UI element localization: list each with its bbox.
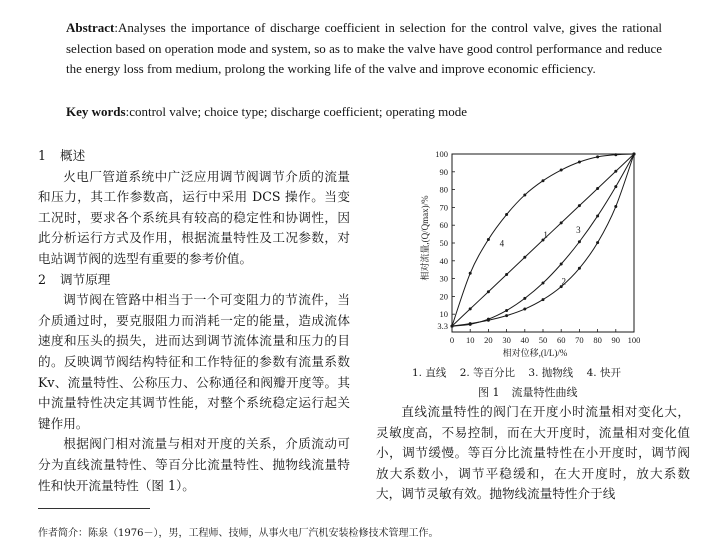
series-point-3 [505, 309, 508, 312]
series-point-3 [560, 263, 563, 266]
series-point-2 [542, 298, 545, 301]
series-point-4 [542, 179, 545, 182]
series-point-4 [451, 325, 454, 328]
series-point-1 [487, 290, 490, 293]
series-point-3 [487, 318, 490, 321]
keywords-text: control valve; choice type; discharge coefficient; operating mode [129, 104, 467, 119]
x-tick-label: 40 [520, 335, 530, 345]
x-tick-label: 0 [449, 335, 455, 345]
keywords-label: Key words [66, 104, 126, 119]
chart-series [451, 153, 636, 328]
series-label-3: 3 [576, 224, 581, 235]
abstract-block: Abstract:Analyses the importance of discharge coefficient in selection for the control valve, gives the rational selection based on operation mode and system, so as to make the valve have good control performance and reduce the energy loss from medium, prolong the working life of the valve and improve economic efficiency. [66, 20, 662, 76]
left-column [38, 146, 350, 496]
chart-ticks [435, 149, 640, 345]
series-point-1 [560, 221, 563, 224]
y-tick-label: 90 [439, 166, 448, 177]
series-point-4 [523, 193, 526, 196]
footnote-rule [38, 508, 150, 509]
flow-characteristic-chart [398, 146, 650, 362]
y-tick-label: 60 [439, 220, 448, 231]
right-column [376, 402, 690, 505]
y-tick-label: 3.3 [437, 321, 448, 332]
series-point-3 [523, 297, 526, 300]
series-point-4 [596, 155, 599, 158]
section-1-paragraph: 火电厂管道系统中广泛应用调节阀调节介质的流量和压力，其工作参数高，运行中采用 DCS 操作。当变工况时，要求各个系统具有较高的稳定性和协调性，因此分析运行方式及作用，根据流量特性及工况参数，对电站调节阀的选型有重要的参考价值。 [38, 168, 350, 266]
section-1-title: 概述 [60, 148, 86, 163]
section-2-paragraph-1: 调节阀在管路中相当于一个可变阻力的节流件，当介质通过时，要克服阻力而消耗一定的能量，造成流体速度和压头的损失，进而达到调节流体流量和压力的目的。反映调节阀结构特征和工作特征的参数有流量系数 Kv、流量特性、公称压力、公称通径和阀瓣开度等。其中流量特性决定其调节性能，对整个系统稳定运行起关键作用。 [38, 292, 350, 431]
y-tick-label: 50 [439, 238, 448, 248]
series-point-4 [633, 153, 636, 156]
series-point-1 [505, 273, 508, 276]
x-tick-label: 10 [465, 335, 475, 345]
y-tick-label: 70 [439, 202, 448, 213]
legend-item-quick-open: 4. 快开 [586, 367, 621, 379]
x-tick-label: 80 [593, 335, 602, 345]
x-tick-label: 70 [575, 335, 584, 345]
y-tick-label: 80 [439, 184, 448, 195]
series-point-3 [542, 282, 545, 285]
series-point-1 [614, 170, 617, 173]
section-2-heading: 2 调节原理 [38, 271, 111, 287]
series-point-3 [469, 323, 472, 326]
series-point-2 [596, 241, 599, 244]
abstract-label: Abstract [66, 20, 115, 35]
legend-item-linear: 1. 直线 [412, 367, 447, 379]
series-point-2 [523, 308, 526, 311]
series-point-1 [469, 307, 472, 310]
y-tick-label: 30 [439, 273, 448, 284]
y-axis-label: 相对流量,(Q/Qmax)/% [420, 195, 430, 281]
series-point-4 [560, 169, 563, 172]
figure-legend [412, 365, 702, 380]
x-tick-label: 60 [556, 335, 566, 345]
series-point-4 [578, 161, 581, 164]
series-point-1 [578, 204, 581, 207]
series-point-4 [487, 238, 490, 241]
series-point-4 [469, 272, 472, 275]
x-tick-label: 20 [484, 335, 493, 345]
series-point-3 [596, 214, 599, 217]
section-2-title: 调节原理 [60, 271, 111, 287]
abstract-text: Analyses the importance of discharge coefficient in selection for the control valve, gives the rational selection based on operation mode and system, so as to make the valve have good control performance and reduce the energy loss from medium, prolong the working life of the valve and improve economic efficiency. [66, 20, 662, 76]
y-tick-label: 100 [435, 149, 448, 159]
series-point-2 [614, 205, 617, 208]
series-point-3 [614, 185, 617, 188]
right-paragraph: 直线流量特性的阀门在开度小时流量相对变化大，灵敏度高，不易控制，而在大开度时，流量相对变化值小，调节缓慢。等百分比流量特性在小开度时，调节阀放大系数小，调节平稳缓和，在大开度时，放大系数大，调节灵敏有效。抛物线流量特性介于线 [376, 404, 690, 502]
figure-number: 图 1 [478, 386, 500, 399]
x-tick-label: 90 [611, 335, 621, 345]
series-point-2 [505, 314, 508, 317]
series-point-1 [596, 187, 599, 190]
x-tick-label: 50 [538, 335, 548, 345]
series-label-4: 4 [499, 238, 505, 249]
figure-caption [478, 384, 578, 400]
section-1-heading: 1 概述 [38, 148, 86, 163]
legend-item-equal-percentage: 2. 等百分比 [459, 367, 516, 379]
y-tick-label: 40 [439, 255, 448, 266]
section-2-paragraph-2: 根据阀门相对流量与相对开度的关系，介质流动可分为直线流量特性、等百分比流量特性、抛物线流量特性和快开流量特性（图 1）。 [38, 436, 350, 493]
y-tick-label: 20 [439, 291, 448, 302]
figure-title: 流量特性曲线 [511, 386, 578, 399]
series-point-1 [523, 256, 526, 259]
legend-item-parabolic: 3. 抛物线 [528, 367, 574, 379]
x-tick-label: 30 [502, 335, 511, 345]
series-point-3 [578, 240, 581, 243]
series-label-2: 2 [561, 276, 567, 287]
series-label-1: 1 [543, 229, 548, 240]
x-axis-label: 相对位移,(l/L)/% [502, 348, 568, 358]
x-tick-label: 100 [627, 335, 641, 345]
author-footnote: 作者简介：陈泉（1976－），男，工程师、技师，从事火电厂汽机安装检修技术管理工作。 [38, 528, 439, 539]
series-point-4 [614, 153, 617, 156]
keywords-block: Key words:control valve; choice type; discharge coefficient; operating mode [66, 104, 467, 119]
series-point-2 [578, 267, 581, 270]
series-point-4 [505, 213, 508, 216]
y-tick-label: 10 [439, 309, 448, 320]
